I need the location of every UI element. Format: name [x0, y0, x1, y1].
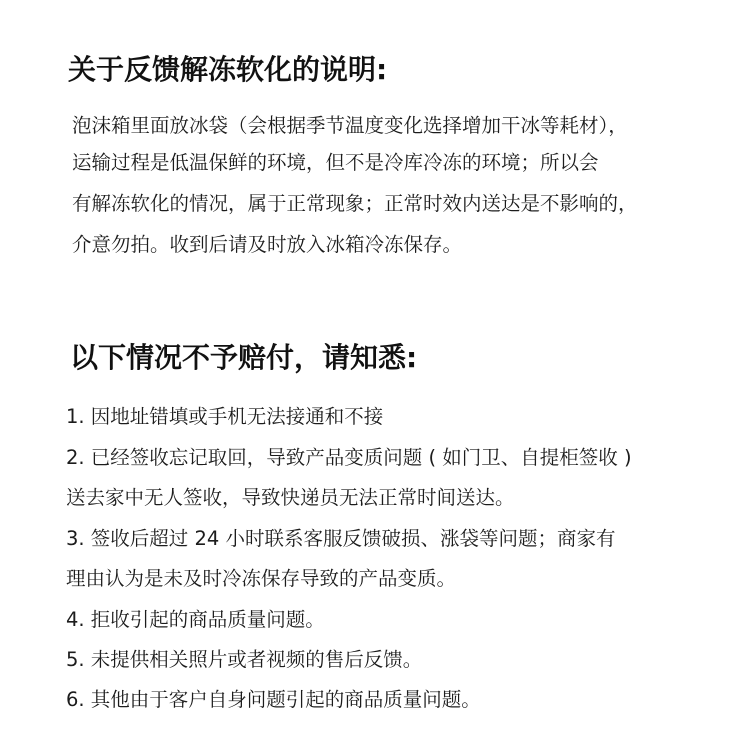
list-item-continuation: 理由认为是未及时冷冻保存导致的产品变质。 [66, 567, 457, 590]
paragraph-line: 有解冻软化的情况，属于正常现象；正常时效内送达是不影响的， [72, 192, 638, 215]
paragraph-line: 运输过程是低温保鲜的环境，但不是冷库冷冻的环境；所以会 [72, 151, 599, 174]
list-item: 1. 因地址错填或手机无法接通和不接 [66, 405, 384, 428]
thawing-explanation-title: 关于反馈解冻软化的说明: [68, 53, 388, 86]
list-item: 3. 签收后超过 24 小时联系客服反馈破损、涨袋等问题；商家有 [66, 527, 616, 550]
list-item: 4. 拒收引起的商品质量问题。 [66, 608, 325, 631]
paragraph-line: 泡沫箱里面放冰袋（会根据季节温度变化选择增加干冰等耗材）， [72, 114, 628, 137]
no-compensation-title: 以下情况不予赔付，请知悉: [70, 341, 418, 374]
list-item: 6. 其他由于客户自身问题引起的商品质量问题。 [66, 688, 481, 711]
list-item: 5. 未提供相关照片或者视频的售后反馈。 [66, 648, 423, 671]
paragraph-line: 介意勿拍。收到后请及时放入冰箱冷冻保存。 [72, 233, 463, 256]
list-item-continuation: 送去家中无人签收，导致快递员无法正常时间送达。 [66, 486, 515, 509]
list-item: 2. 已经签收忘记取回，导致产品变质问题 ( 如门卫、自提柜签收 ) [66, 446, 632, 469]
